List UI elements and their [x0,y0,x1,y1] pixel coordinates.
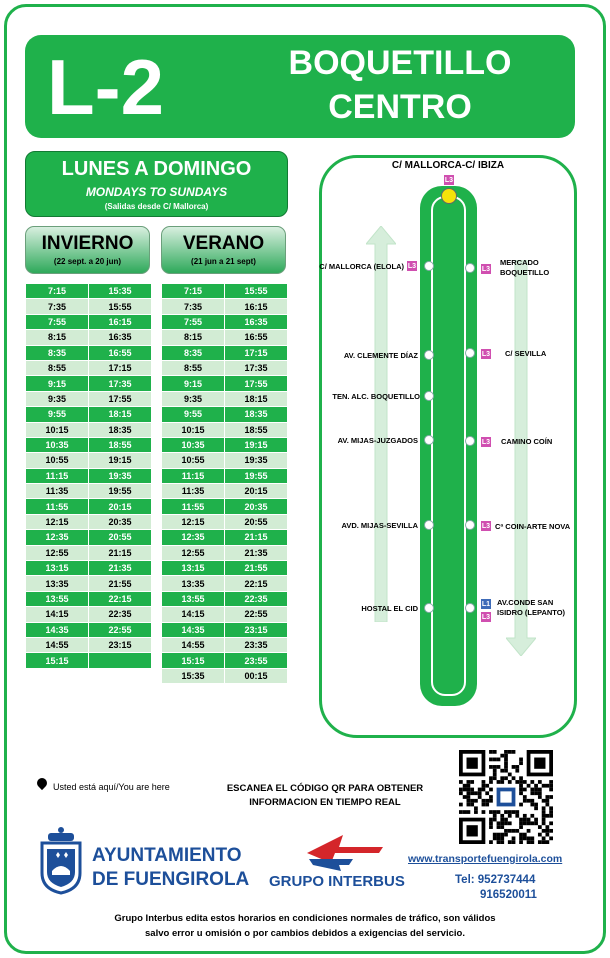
destination [235,41,565,129]
timetable-row [162,391,288,406]
departure-time: 9:55 [162,407,225,422]
departure-time: 17:15 [89,360,152,375]
departure-time: 11:35 [26,484,89,499]
terminal-stop [441,188,457,204]
stop-marker [465,436,475,446]
arrow-up-icon [366,226,396,622]
departure-time: 10:35 [162,437,225,452]
stop-label: C/ MALLORCA (ELOLA) [319,262,404,271]
timetable-row [162,668,288,683]
summer-period: (21 jun a 21 sept) [191,257,256,266]
stop-marker [424,603,434,613]
timetable-row [162,545,288,560]
departure-time: 14:35 [26,622,89,637]
timetable-row [26,299,152,314]
timetable-row [162,484,288,499]
departure-time: 19:35 [225,453,288,468]
departure-time: 23:55 [225,653,288,668]
departure-time: 21:35 [225,545,288,560]
destination-line-2: CENTRO [328,88,472,126]
departure-time: 18:35 [89,422,152,437]
stop-label: HOSTAL EL CID [361,604,418,613]
departure-time: 11:35 [162,484,225,499]
departure-time: 11:55 [162,499,225,514]
stop-label: AV. CLEMENTE DÍAZ [343,351,418,360]
summer-timetable [161,283,288,684]
disclaimer [60,911,550,941]
timetable-row [162,314,288,329]
website-link[interactable]: www.transportefuengirola.com [408,853,563,865]
departure-time: 22:15 [89,591,152,606]
timetable-row [26,576,152,591]
departure-time: 12:15 [162,514,225,529]
phone-1: Tel: 952737444 [455,874,536,886]
departure-time: 18:35 [225,407,288,422]
timetable-row [162,299,288,314]
departure-time: 16:35 [225,314,288,329]
departure-time: 20:55 [225,514,288,529]
departure-time: 14:55 [26,637,89,652]
departure-time: 18:15 [89,407,152,422]
departure-time: 8:35 [26,345,89,360]
line-badge: L3 [406,260,418,272]
departure-time: 18:15 [225,391,288,406]
timetable-row [26,637,152,652]
timetable-row [26,437,152,452]
service-days-en: MONDAYS TO SUNDAYS [85,185,228,199]
departure-time: 13:35 [26,576,89,591]
stop-marker [424,435,434,445]
timetable-row [26,314,152,329]
departure-time: 10:15 [162,422,225,437]
departure-time: 9:15 [162,376,225,391]
departure-time: 21:15 [89,545,152,560]
departure-time: 13:55 [162,591,225,606]
interbus-logo-icon [305,833,385,873]
timetable-row [26,484,152,499]
timetable-row [26,607,152,622]
line-badge: L3 [480,520,492,532]
departure-time: 20:55 [89,530,152,545]
departure-time: 13:55 [26,591,89,606]
stop-marker [424,261,434,271]
departure-time: 22:15 [225,576,288,591]
line-badge: L1 [480,598,492,610]
departure-time: 20:15 [89,499,152,514]
timetable-row [162,360,288,375]
municipality-line-2: DE FUENGIROLA [92,869,250,890]
stop-marker [465,348,475,358]
timetable-row [162,637,288,652]
stop-label-line-2: BOQUETILLO [500,268,550,277]
departure-time: 12:15 [26,514,89,529]
departure-time: 13:35 [162,576,225,591]
disclaimer-line-1: Grupo Interbus edita estos horarios en condiciones normales de tráfico, son válidos [114,913,496,924]
timetable-row [26,561,152,576]
departure-time: 22:55 [225,607,288,622]
departure-time: 13:15 [26,561,89,576]
departure-time: 9:55 [26,407,89,422]
qr-text-line-2: INFORMACION EN TIEMPO REAL [249,797,401,808]
departure-time: 17:55 [225,376,288,391]
departure-time: 16:15 [89,314,152,329]
departure-time: 11:15 [26,468,89,483]
stop-label [500,258,549,278]
line-badge: L3 [480,348,492,360]
departure-time: 21:15 [225,530,288,545]
timetable-row [26,530,152,545]
departure-time: 8:55 [26,360,89,375]
line-code: L-2 [47,43,164,131]
arrow-down-icon [506,260,536,656]
departure-time: 19:15 [225,437,288,452]
departure-time: 10:15 [26,422,89,437]
timetable-row [162,499,288,514]
departure-time: 17:15 [225,345,288,360]
municipality-name [92,844,249,892]
stop-marker [424,350,434,360]
departure-time: 13:15 [162,561,225,576]
timetable-row [26,545,152,560]
stop-label: Cª COIN-ARTE NOVA [495,522,571,531]
service-days-box [25,151,288,217]
stop-label: AVD. MIJAS-SEVILLA [341,521,418,530]
terminal-label: C/ MALLORCA-C/ IBIZA [391,160,505,171]
timetable-row [26,499,152,514]
timetable-row [26,391,152,406]
departure-time: 11:15 [162,468,225,483]
line-badge: L3 [480,436,492,448]
departure-time: 15:15 [162,653,225,668]
winter-header [25,226,150,274]
departure-time: 12:55 [162,545,225,560]
timetable-row [162,407,288,422]
line-badge: L3 [480,611,492,623]
departure-time: 19:55 [225,468,288,483]
departure-time: 8:35 [162,345,225,360]
stop-marker [465,263,475,273]
operator-name: GRUPO INTERBUS [269,873,405,890]
timetable-row [26,468,152,483]
departure-time: 16:35 [89,330,152,345]
stop-label-line-1: AV.CONDE SAN [497,598,554,607]
timetable-row [162,591,288,606]
timetable-row [162,530,288,545]
departure-time: 00:15 [225,668,288,683]
stop-label: C/ SEVILLA [505,349,547,358]
stop-label [497,598,565,618]
departure-time: 7:15 [162,284,225,299]
stop-label: TEN. ALC. BOQUETILLO [332,392,420,401]
summer-header [161,226,286,274]
departure-time: 23:35 [225,637,288,652]
departure-time: 14:15 [162,607,225,622]
timetable-row [162,576,288,591]
departure-time: 14:35 [162,622,225,637]
departure-time: 17:35 [89,376,152,391]
departure-time: 19:15 [89,453,152,468]
stop-marker [465,520,475,530]
departure-time: 22:55 [89,622,152,637]
timetable-row [162,376,288,391]
departure-time: 8:15 [26,330,89,345]
timetable-row [26,407,152,422]
departure-time: 14:55 [162,637,225,652]
timetable-row [162,437,288,452]
timetable-row [162,284,288,299]
departure-time: 7:35 [162,299,225,314]
stop-label: CAMINO COÍN [501,437,553,446]
departure-time: 18:55 [89,437,152,452]
timetable-row [162,468,288,483]
timetable-row [26,360,152,375]
departure-time: 23:15 [225,622,288,637]
departure-time: 17:55 [89,391,152,406]
departure-time: 21:55 [89,576,152,591]
timetable-row [162,330,288,345]
timetable-row [162,607,288,622]
departure-time: 16:15 [225,299,288,314]
timetable-row [26,622,152,637]
timetable-row [26,514,152,529]
departure-time: 8:55 [162,360,225,375]
departure-time: 18:55 [225,422,288,437]
departure-time: 15:55 [225,284,288,299]
phone-2: 916520011 [480,889,537,901]
summer-title: VERANO [182,233,265,254]
disclaimer-line-2: salvo error u omisión o por cambios debidos a exigencias del servicio. [145,928,465,939]
timetable-row [26,345,152,360]
timetable-row [26,653,152,668]
departure-time: 14:15 [26,607,89,622]
timetable-row [26,453,152,468]
departure-time: 21:55 [225,561,288,576]
timetable-row [26,422,152,437]
stop-label: AV. MIJAS-JUZGADOS [337,436,418,445]
stop-marker [465,603,475,613]
departure-time: 15:35 [162,668,225,683]
departure-time: 23:15 [89,637,152,652]
qr-instructions [200,782,450,810]
timetable-row [162,561,288,576]
timetable-row [162,422,288,437]
timetable-row [26,330,152,345]
departure-time: 11:55 [26,499,89,514]
departure-time: 7:55 [162,314,225,329]
you-are-here: Usted está aquí/You are here [53,782,170,792]
timetable-row [162,653,288,668]
departure-time: 9:15 [26,376,89,391]
qr-text-line-1: ESCANEA EL CÓDIGO QR PARA OBTENER [226,783,424,794]
timetable-row [26,284,152,299]
departure-time: 19:35 [89,468,152,483]
departure-time: 12:35 [26,530,89,545]
municipality-line-1: AYUNTAMIENTO [92,845,242,866]
departure-time: 15:35 [89,284,152,299]
winter-period: (22 sept. a 20 jun) [53,257,122,266]
departure-time: 21:35 [89,561,152,576]
terminal-badge: L3 [443,174,455,186]
departure-time: 10:55 [26,453,89,468]
stop-label-line-1: MERCADO [500,258,539,267]
departure-time: 12:35 [162,530,225,545]
departure-time: 22:35 [225,591,288,606]
departure-time: 8:15 [162,330,225,345]
departure-time: 20:15 [225,484,288,499]
timetable-row [26,376,152,391]
timetable-row [26,591,152,606]
stop-marker [424,391,434,401]
stop-marker [424,520,434,530]
route-loop [431,196,466,696]
departure-time: 7:55 [26,314,89,329]
departure-time: 10:55 [162,453,225,468]
departure-time: 16:55 [225,330,288,345]
departure-time: 9:35 [162,391,225,406]
departure-time: 15:55 [89,299,152,314]
departure-time: 7:15 [26,284,89,299]
departure-time: 17:35 [225,360,288,375]
line-header [25,35,575,138]
stop-label-line-2: ISIDRO (LEPANTO) [497,608,566,617]
destination-line-1: BOQUETILLO [288,44,512,82]
departure-time: 20:35 [89,514,152,529]
qr-code-icon[interactable] [459,750,553,844]
service-days-es: LUNES A DOMINGO [61,158,252,180]
service-days-note: (Salidas desde C/ Mallorca) [104,202,209,211]
departure-time: 16:55 [89,345,152,360]
municipality-crest-icon [38,825,84,895]
departure-time: 10:35 [26,437,89,452]
winter-timetable [25,283,152,669]
departure-time [89,653,152,668]
timetable-row [162,514,288,529]
winter-title: INVIERNO [41,233,134,254]
departure-time: 9:35 [26,391,89,406]
departure-time: 20:35 [225,499,288,514]
departure-time: 19:55 [89,484,152,499]
timetable-row [162,345,288,360]
timetable-row [162,622,288,637]
line-badge: L3 [480,263,492,275]
departure-time: 22:35 [89,607,152,622]
timetable-row [162,453,288,468]
departure-time: 15:15 [26,653,89,668]
departure-time: 7:35 [26,299,89,314]
departure-time: 12:55 [26,545,89,560]
